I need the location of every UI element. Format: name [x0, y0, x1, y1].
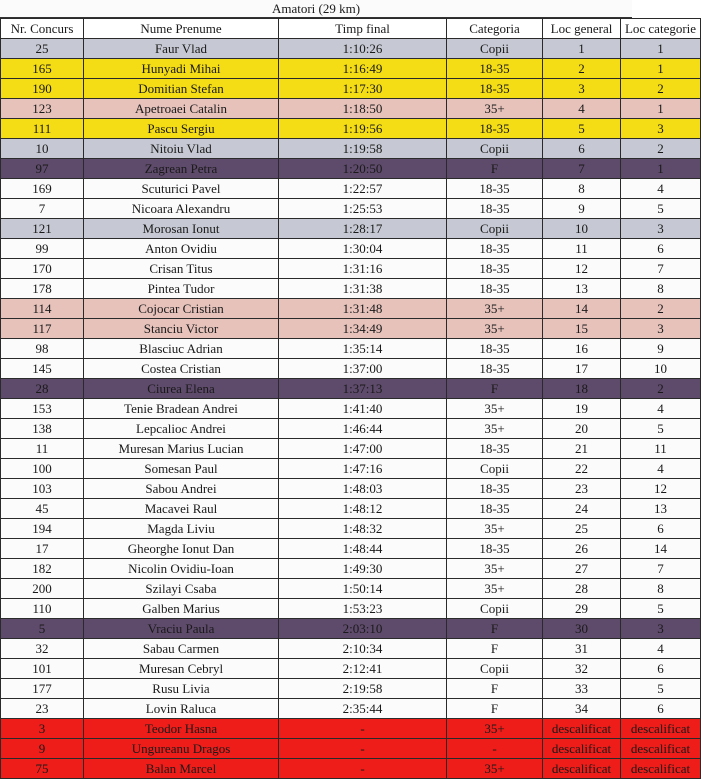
cell-nume-prenume: Muresan Marius Lucian: [84, 439, 279, 459]
cell-categoria: 18-35: [447, 259, 543, 279]
cell-nr-concurs: 182: [1, 559, 84, 579]
cell-loc-categorie: 12: [621, 479, 701, 499]
header-timp-final: Timp final: [279, 19, 447, 39]
cell-nr-concurs: 75: [1, 759, 84, 779]
cell-nr-concurs: 9: [1, 739, 84, 759]
cell-nr-concurs: 32: [1, 639, 84, 659]
cell-timp-final: 1:35:14: [279, 339, 447, 359]
cell-nume-prenume: Cojocar Cristian: [84, 299, 279, 319]
cell-loc-categorie: 5: [621, 679, 701, 699]
cell-timp-final: 1:31:38: [279, 279, 447, 299]
cell-timp-final: 1:18:50: [279, 99, 447, 119]
cell-loc-categorie: 1: [621, 99, 701, 119]
cell-loc-general: 32: [543, 659, 621, 679]
table-row: [1, 719, 701, 739]
cell-timp-final: 1:30:04: [279, 239, 447, 259]
cell-loc-general: 20: [543, 419, 621, 439]
cell-nr-concurs: 100: [1, 459, 84, 479]
table-row: [1, 299, 701, 319]
table-row: [1, 239, 701, 259]
header-loc-categorie: Loc categorie: [621, 19, 701, 39]
cell-categoria: 35+: [447, 99, 543, 119]
cell-nr-concurs: 5: [1, 619, 84, 639]
cell-loc-categorie: 7: [621, 259, 701, 279]
cell-loc-general: 34: [543, 699, 621, 719]
cell-loc-general: 17: [543, 359, 621, 379]
cell-nume-prenume: Szilayi Csaba: [84, 579, 279, 599]
cell-loc-categorie: 4: [621, 639, 701, 659]
cell-loc-categorie: 10: [621, 359, 701, 379]
cell-nume-prenume: Nicoara Alexandru: [84, 199, 279, 219]
cell-loc-general: 25: [543, 519, 621, 539]
table-row: [1, 759, 701, 779]
cell-nr-concurs: 170: [1, 259, 84, 279]
header-loc-general: Loc general: [543, 19, 621, 39]
cell-nume-prenume: Hunyadi Mihai: [84, 59, 279, 79]
table-row: [1, 579, 701, 599]
cell-nr-concurs: 25: [1, 39, 84, 59]
table-row: [1, 499, 701, 519]
cell-loc-general: 10: [543, 219, 621, 239]
cell-timp-final: 1:19:56: [279, 119, 447, 139]
cell-loc-categorie: 1: [621, 39, 701, 59]
cell-loc-general: 30: [543, 619, 621, 639]
cell-loc-general: 6: [543, 139, 621, 159]
table-row: [1, 639, 701, 659]
header-row: [1, 19, 701, 39]
cell-timp-final: 2:19:58: [279, 679, 447, 699]
cell-timp-final: 2:10:34: [279, 639, 447, 659]
table-row: [1, 539, 701, 559]
cell-categoria: 35+: [447, 579, 543, 599]
cell-loc-general: 1: [543, 39, 621, 59]
cell-loc-general: 18: [543, 379, 621, 399]
cell-nume-prenume: Lepcalioc Andrei: [84, 419, 279, 439]
cell-loc-categorie: descalificat: [621, 759, 701, 779]
cell-nr-concurs: 194: [1, 519, 84, 539]
cell-nr-concurs: 177: [1, 679, 84, 699]
cell-categoria: Copii: [447, 219, 543, 239]
cell-timp-final: 1:46:44: [279, 419, 447, 439]
cell-loc-general: 21: [543, 439, 621, 459]
table-row: [1, 159, 701, 179]
table-row: [1, 479, 701, 499]
cell-loc-categorie: 4: [621, 179, 701, 199]
cell-categoria: 35+: [447, 319, 543, 339]
cell-loc-general: 16: [543, 339, 621, 359]
cell-nume-prenume: Somesan Paul: [84, 459, 279, 479]
cell-nume-prenume: Tenie Bradean Andrei: [84, 399, 279, 419]
cell-nume-prenume: Scuturici Pavel: [84, 179, 279, 199]
cell-loc-general: 28: [543, 579, 621, 599]
cell-timp-final: 1:16:49: [279, 59, 447, 79]
cell-nr-concurs: 45: [1, 499, 84, 519]
cell-categoria: 35+: [447, 399, 543, 419]
cell-nume-prenume: Muresan Cebryl: [84, 659, 279, 679]
cell-loc-general: 22: [543, 459, 621, 479]
cell-loc-general: 23: [543, 479, 621, 499]
cell-nume-prenume: Ungureanu Dragos: [84, 739, 279, 759]
cell-nume-prenume: Lovin Raluca: [84, 699, 279, 719]
cell-categoria: 18-35: [447, 539, 543, 559]
cell-categoria: 18-35: [447, 479, 543, 499]
cell-nume-prenume: Pintea Tudor: [84, 279, 279, 299]
cell-timp-final: 1:22:57: [279, 179, 447, 199]
cell-nr-concurs: 99: [1, 239, 84, 259]
cell-timp-final: 1:48:32: [279, 519, 447, 539]
table-row: [1, 259, 701, 279]
cell-nume-prenume: Morosan Ionut: [84, 219, 279, 239]
cell-nr-concurs: 169: [1, 179, 84, 199]
table-header: [1, 19, 701, 39]
cell-loc-categorie: 3: [621, 319, 701, 339]
cell-categoria: 18-35: [447, 179, 543, 199]
cell-categoria: -: [447, 739, 543, 759]
cell-categoria: 35+: [447, 519, 543, 539]
cell-loc-categorie: descalificat: [621, 739, 701, 759]
cell-categoria: 35+: [447, 759, 543, 779]
cell-loc-general: descalificat: [543, 719, 621, 739]
cell-nume-prenume: Blasciuc Adrian: [84, 339, 279, 359]
cell-loc-categorie: 11: [621, 439, 701, 459]
header-nume-prenume: Nume Prenume: [84, 19, 279, 39]
cell-categoria: 18-35: [447, 119, 543, 139]
table-row: [1, 139, 701, 159]
table-row: [1, 519, 701, 539]
cell-nr-concurs: 103: [1, 479, 84, 499]
cell-categoria: 35+: [447, 719, 543, 739]
table-body: [1, 39, 701, 779]
cell-loc-general: 7: [543, 159, 621, 179]
cell-categoria: Copii: [447, 599, 543, 619]
cell-nume-prenume: Anton Ovidiu: [84, 239, 279, 259]
table-row: [1, 599, 701, 619]
cell-timp-final: 1:50:14: [279, 579, 447, 599]
cell-categoria: 18-35: [447, 59, 543, 79]
table-row: [1, 399, 701, 419]
cell-nr-concurs: 7: [1, 199, 84, 219]
cell-loc-general: 19: [543, 399, 621, 419]
cell-loc-categorie: 3: [621, 219, 701, 239]
cell-categoria: 18-35: [447, 239, 543, 259]
cell-nr-concurs: 110: [1, 599, 84, 619]
cell-nr-concurs: 123: [1, 99, 84, 119]
table-row: [1, 339, 701, 359]
cell-timp-final: 1:49:30: [279, 559, 447, 579]
cell-nume-prenume: Nicolin Ovidiu-Ioan: [84, 559, 279, 579]
cell-categoria: 35+: [447, 419, 543, 439]
table-title: Amatori (29 km): [0, 0, 632, 18]
cell-timp-final: 2:03:10: [279, 619, 447, 639]
cell-loc-categorie: 8: [621, 579, 701, 599]
cell-nume-prenume: Galben Marius: [84, 599, 279, 619]
cell-timp-final: 1:47:16: [279, 459, 447, 479]
table-row: [1, 359, 701, 379]
cell-nume-prenume: Vraciu Paula: [84, 619, 279, 639]
cell-nume-prenume: Costea Cristian: [84, 359, 279, 379]
cell-timp-final: 1:53:23: [279, 599, 447, 619]
cell-nume-prenume: Stanciu Victor: [84, 319, 279, 339]
cell-categoria: 18-35: [447, 499, 543, 519]
cell-timp-final: 1:48:03: [279, 479, 447, 499]
cell-timp-final: 1:47:00: [279, 439, 447, 459]
cell-nr-concurs: 98: [1, 339, 84, 359]
cell-nume-prenume: Pascu Sergiu: [84, 119, 279, 139]
cell-nr-concurs: 165: [1, 59, 84, 79]
cell-categoria: F: [447, 679, 543, 699]
cell-categoria: F: [447, 639, 543, 659]
cell-loc-general: 29: [543, 599, 621, 619]
cell-categoria: Copii: [447, 459, 543, 479]
cell-categoria: 35+: [447, 299, 543, 319]
cell-loc-general: 14: [543, 299, 621, 319]
table-row: [1, 699, 701, 719]
cell-categoria: 18-35: [447, 439, 543, 459]
cell-categoria: F: [447, 159, 543, 179]
table-row: [1, 439, 701, 459]
cell-nr-concurs: 200: [1, 579, 84, 599]
cell-nr-concurs: 23: [1, 699, 84, 719]
cell-timp-final: 2:35:44: [279, 699, 447, 719]
cell-categoria: F: [447, 379, 543, 399]
cell-nume-prenume: Faur Vlad: [84, 39, 279, 59]
table-row: [1, 279, 701, 299]
cell-loc-general: 2: [543, 59, 621, 79]
cell-nume-prenume: Crisan Titus: [84, 259, 279, 279]
table-row: [1, 179, 701, 199]
cell-categoria: 18-35: [447, 339, 543, 359]
table-row: [1, 559, 701, 579]
cell-loc-general: 11: [543, 239, 621, 259]
cell-nume-prenume: Rusu Livia: [84, 679, 279, 699]
cell-timp-final: 1:31:16: [279, 259, 447, 279]
table-row: [1, 739, 701, 759]
cell-timp-final: 1:37:00: [279, 359, 447, 379]
cell-timp-final: -: [279, 759, 447, 779]
cell-timp-final: 1:17:30: [279, 79, 447, 99]
cell-loc-general: 15: [543, 319, 621, 339]
cell-nr-concurs: 138: [1, 419, 84, 439]
cell-timp-final: -: [279, 739, 447, 759]
cell-nr-concurs: 114: [1, 299, 84, 319]
cell-loc-categorie: 6: [621, 239, 701, 259]
table-row: [1, 319, 701, 339]
cell-loc-categorie: 1: [621, 59, 701, 79]
cell-loc-categorie: 9: [621, 339, 701, 359]
table-row: [1, 619, 701, 639]
cell-nr-concurs: 178: [1, 279, 84, 299]
header-categoria: Categoria: [447, 19, 543, 39]
cell-nr-concurs: 111: [1, 119, 84, 139]
cell-loc-general: 8: [543, 179, 621, 199]
cell-categoria: Copii: [447, 659, 543, 679]
cell-loc-categorie: 6: [621, 519, 701, 539]
cell-timp-final: 1:20:50: [279, 159, 447, 179]
cell-loc-categorie: 2: [621, 299, 701, 319]
cell-loc-general: 9: [543, 199, 621, 219]
results-table: [0, 18, 701, 779]
cell-loc-categorie: 13: [621, 499, 701, 519]
cell-loc-general: 31: [543, 639, 621, 659]
cell-categoria: F: [447, 619, 543, 639]
cell-nume-prenume: Ciurea Elena: [84, 379, 279, 399]
table-row: [1, 659, 701, 679]
cell-categoria: 18-35: [447, 359, 543, 379]
cell-nr-concurs: 117: [1, 319, 84, 339]
cell-loc-categorie: 2: [621, 379, 701, 399]
cell-timp-final: 1:25:53: [279, 199, 447, 219]
cell-nr-concurs: 121: [1, 219, 84, 239]
cell-loc-categorie: 5: [621, 599, 701, 619]
cell-nume-prenume: Magda Liviu: [84, 519, 279, 539]
cell-loc-general: 26: [543, 539, 621, 559]
table-row: [1, 39, 701, 59]
cell-nr-concurs: 3: [1, 719, 84, 739]
cell-loc-categorie: descalificat: [621, 719, 701, 739]
cell-nr-concurs: 101: [1, 659, 84, 679]
cell-nr-concurs: 17: [1, 539, 84, 559]
cell-loc-categorie: 7: [621, 559, 701, 579]
cell-loc-categorie: 6: [621, 699, 701, 719]
table-row: [1, 119, 701, 139]
cell-timp-final: 1:48:44: [279, 539, 447, 559]
cell-loc-categorie: 3: [621, 619, 701, 639]
cell-nr-concurs: 28: [1, 379, 84, 399]
cell-categoria: 18-35: [447, 79, 543, 99]
cell-loc-general: 27: [543, 559, 621, 579]
cell-categoria: F: [447, 699, 543, 719]
cell-loc-categorie: 5: [621, 419, 701, 439]
cell-timp-final: 1:37:13: [279, 379, 447, 399]
cell-categoria: 18-35: [447, 199, 543, 219]
cell-loc-categorie: 2: [621, 139, 701, 159]
table-row: [1, 99, 701, 119]
cell-nr-concurs: 10: [1, 139, 84, 159]
cell-loc-general: 3: [543, 79, 621, 99]
cell-categoria: Copii: [447, 139, 543, 159]
cell-loc-categorie: 5: [621, 199, 701, 219]
cell-nr-concurs: 153: [1, 399, 84, 419]
cell-timp-final: 2:12:41: [279, 659, 447, 679]
cell-timp-final: -: [279, 719, 447, 739]
cell-nr-concurs: 145: [1, 359, 84, 379]
cell-nume-prenume: Sabou Andrei: [84, 479, 279, 499]
cell-nume-prenume: Balan Marcel: [84, 759, 279, 779]
cell-nume-prenume: Gheorghe Ionut Dan: [84, 539, 279, 559]
cell-loc-general: 12: [543, 259, 621, 279]
cell-loc-categorie: 1: [621, 159, 701, 179]
table-row: [1, 379, 701, 399]
cell-nume-prenume: Sabau Carmen: [84, 639, 279, 659]
cell-categoria: Copii: [447, 39, 543, 59]
cell-loc-general: descalificat: [543, 739, 621, 759]
cell-loc-categorie: 8: [621, 279, 701, 299]
cell-timp-final: 1:28:17: [279, 219, 447, 239]
cell-loc-general: descalificat: [543, 759, 621, 779]
cell-timp-final: 1:41:40: [279, 399, 447, 419]
cell-timp-final: 1:34:49: [279, 319, 447, 339]
cell-categoria: 35+: [447, 559, 543, 579]
cell-nume-prenume: Apetroaei Catalin: [84, 99, 279, 119]
cell-timp-final: 1:31:48: [279, 299, 447, 319]
cell-loc-general: 13: [543, 279, 621, 299]
header-nr-concurs: Nr. Concurs: [1, 19, 84, 39]
cell-nume-prenume: Nitoiu Vlad: [84, 139, 279, 159]
cell-nume-prenume: Macavei Raul: [84, 499, 279, 519]
cell-loc-general: 4: [543, 99, 621, 119]
cell-nr-concurs: 190: [1, 79, 84, 99]
table-row: [1, 679, 701, 699]
table-row: [1, 459, 701, 479]
table-row: [1, 219, 701, 239]
cell-loc-categorie: 4: [621, 459, 701, 479]
cell-categoria: 18-35: [447, 279, 543, 299]
cell-loc-categorie: 2: [621, 79, 701, 99]
cell-loc-categorie: 4: [621, 399, 701, 419]
cell-nr-concurs: 11: [1, 439, 84, 459]
cell-loc-categorie: 3: [621, 119, 701, 139]
cell-timp-final: 1:48:12: [279, 499, 447, 519]
cell-timp-final: 1:19:58: [279, 139, 447, 159]
cell-loc-categorie: 6: [621, 659, 701, 679]
cell-nume-prenume: Zagrean Petra: [84, 159, 279, 179]
cell-loc-general: 5: [543, 119, 621, 139]
cell-timp-final: 1:10:26: [279, 39, 447, 59]
table-row: [1, 59, 701, 79]
cell-loc-categorie: 14: [621, 539, 701, 559]
cell-nume-prenume: Teodor Hasna: [84, 719, 279, 739]
cell-nume-prenume: Domitian Stefan: [84, 79, 279, 99]
cell-nr-concurs: 97: [1, 159, 84, 179]
table-row: [1, 419, 701, 439]
table-row: [1, 199, 701, 219]
cell-loc-general: 33: [543, 679, 621, 699]
cell-loc-general: 24: [543, 499, 621, 519]
table-row: [1, 79, 701, 99]
